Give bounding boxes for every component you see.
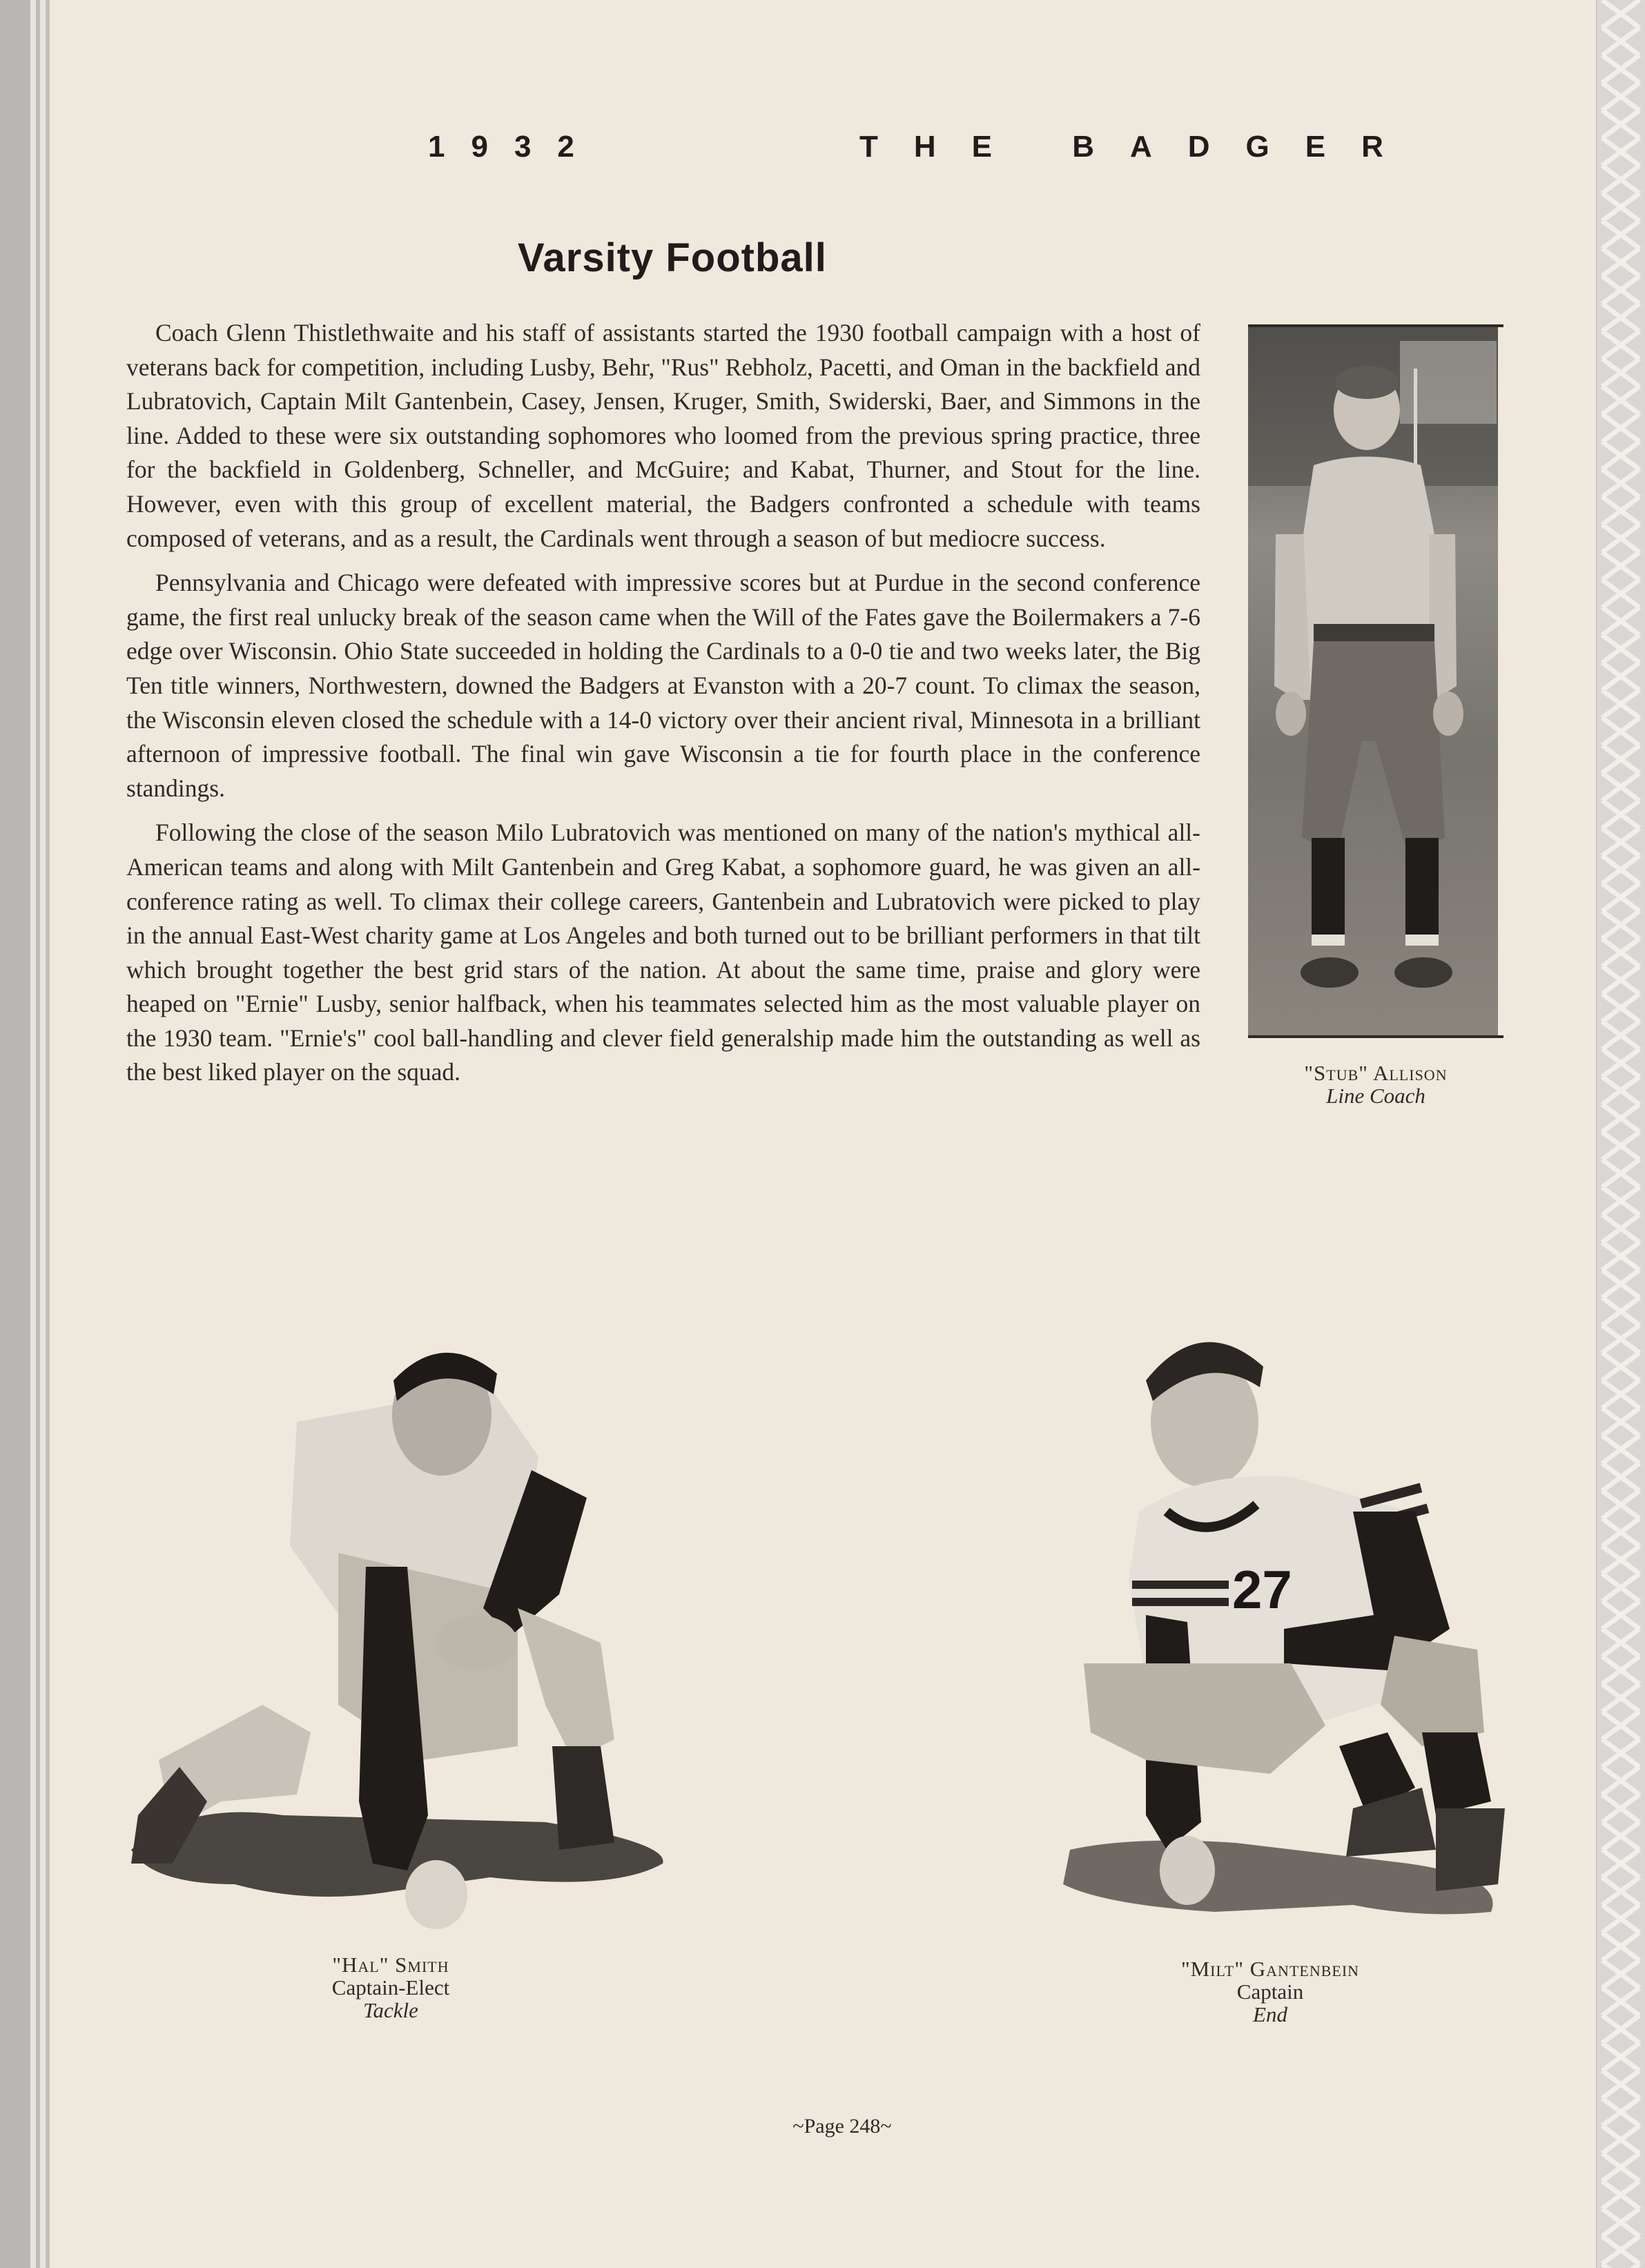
coach-photo [1248, 324, 1503, 1038]
zigzag-segment [1602, 1933, 1639, 1960]
gantenbein-photo-image [1063, 1304, 1505, 1946]
zigzag-segment [1602, 1298, 1639, 1325]
zigzag-segment [1602, 1463, 1639, 1491]
zigzag-segment [1602, 2153, 1639, 2181]
zigzag-segment [1602, 1436, 1639, 1463]
gantenbein-name: "Milt" Gantenbein [1180, 1957, 1360, 1981]
zigzag-segment [1602, 1767, 1639, 1795]
zigzag-segment [1602, 2043, 1639, 2071]
zigzag-segment [1602, 442, 1639, 469]
zigzag-segment [1602, 193, 1639, 221]
zigzag-segment [1602, 580, 1639, 607]
zigzag-segment [1602, 1353, 1639, 1380]
article-paragraph-1: Coach Glenn Thistlethwaite and his staff of assistants started the 1930 football campaign with a host of veterans back for competition, including Lusby, Behr, "Rus" Rebholz, Pacetti, and Oman in the backfield and Lubratovich, Captain Milt Gantenbein, Casey, Jensen, Kruger, Smith, Swiderski, Baer, and Simmons in the line. Added to these were six outstanding sophomores who loomed from the previous spring practice, three for the backfield in Goldenberg, Schneller, and McGuire; and Kabat, Thurner, and Stout for the line. However, even with this group of excellent material, the Badgers confronted a schedule with teams composed of veterans, and as a result, the Cardinals went through a season of but mediocre success. [126, 319, 1200, 552]
zigzag-segment [1602, 1712, 1639, 1739]
zigzag-segment [1602, 166, 1639, 193]
zigzag-segment [1602, 2071, 1639, 2098]
zigzag-segment [1602, 745, 1639, 773]
zigzag-segment [1602, 1049, 1639, 1077]
zigzag-segment [1602, 414, 1639, 442]
gantenbein-title: Captain [1236, 1979, 1304, 2004]
zigzag-segment [1602, 939, 1639, 966]
zigzag-segment [1602, 1325, 1639, 1353]
smith-photo-image [131, 1318, 670, 1946]
gantenbein-jersey-number: 27 [1232, 1559, 1292, 1620]
zigzag-segment [1602, 304, 1639, 331]
zigzag-segment [1602, 276, 1639, 304]
zigzag-segment [1602, 1739, 1639, 1767]
zigzag-segment [1602, 773, 1639, 801]
zigzag-segment [1602, 552, 1639, 580]
zigzag-segment [1602, 138, 1639, 166]
zigzag-segment [1602, 83, 1639, 110]
zigzag-segment [1602, 635, 1639, 663]
zigzag-segment [1602, 856, 1639, 883]
zigzag-segment [1602, 359, 1639, 387]
smith-position: Tackle [363, 1998, 418, 2022]
article-title: Varsity Football [518, 235, 827, 280]
zigzag-segment [1602, 0, 1639, 28]
zigzag-segment [1602, 1988, 1639, 2015]
zigzag-segment [1602, 2181, 1639, 2209]
zigzag-segment [1602, 248, 1639, 276]
gantenbein-caption [1132, 1957, 1408, 2026]
zigzag-segment [1602, 497, 1639, 525]
smith-photo [131, 1318, 670, 1946]
zigzag-segment [1602, 1104, 1639, 1132]
zigzag-segment [1602, 1601, 1639, 1629]
zigzag-segment [1602, 1960, 1639, 1988]
zigzag-segment [1602, 28, 1639, 55]
gantenbein-photo [1063, 1304, 1505, 1946]
smith-caption [266, 1953, 515, 2022]
zigzag-segment [1602, 1574, 1639, 1601]
smith-title: Captain-Elect [331, 1975, 450, 2000]
page-number: ~Page 248~ [792, 2115, 892, 2138]
zigzag-segment [1602, 1822, 1639, 1850]
zigzag-segment [1602, 2098, 1639, 2126]
zigzag-segment [1602, 828, 1639, 856]
left-binding-stripe [0, 0, 64, 2268]
zigzag-segment [1602, 911, 1639, 939]
zigzag-segment [1602, 55, 1639, 83]
header-publication: THE BADGER [859, 130, 1419, 164]
zigzag-segment [1602, 1795, 1639, 1822]
zigzag-segment [1602, 2264, 1639, 2268]
zigzag-segment [1602, 1518, 1639, 1546]
zigzag-segment [1602, 1905, 1639, 1933]
zigzag-segment [1602, 801, 1639, 828]
zigzag-segment [1602, 1408, 1639, 1436]
coach-name: "Stub" Allison [1304, 1061, 1448, 1085]
zigzag-segment [1602, 1021, 1639, 1049]
smith-name: "Hal" Smith [332, 1953, 449, 1977]
zigzag-segment [1602, 221, 1639, 248]
article-body [126, 316, 1200, 1100]
zigzag-segment [1602, 1546, 1639, 1574]
coach-caption [1248, 1062, 1503, 1107]
running-head [428, 130, 1512, 164]
zigzag-segment [1602, 469, 1639, 497]
zigzag-segment [1602, 2236, 1639, 2264]
coach-photo-image [1248, 327, 1498, 1035]
zigzag-segment [1602, 1077, 1639, 1104]
zigzag-segment [1602, 1160, 1639, 1187]
zigzag-segment [1602, 1270, 1639, 1298]
zigzag-segment [1602, 1491, 1639, 1518]
article-paragraph-2: Pennsylvania and Chicago were defeated with impressive scores but at Purdue in the second conference game, the first real unlucky break of the season came when the Will of the Fates gave the Boilermakers a 7-6 edge over Wisconsin. Ohio State succeeded in holding the Cardinals to a 0-0 tie and two weeks later, the Big Ten title winners, Northwestern, downed the Badgers at Evanston with a 20-7 count. To climax the season, the Wisconsin eleven closed the schedule with a 14-0 victory over their ancient rival, Minnesota in a brilliant afternoon of impressive football. The final win gave Wisconsin a tie for fourth place in the conference standings. [126, 569, 1200, 802]
zigzag-segment [1602, 331, 1639, 359]
zigzag-segment [1602, 690, 1639, 718]
zigzag-segment [1602, 525, 1639, 552]
zigzag-segment [1602, 2209, 1639, 2236]
zigzag-pattern [1597, 0, 1645, 2268]
zigzag-segment [1602, 663, 1639, 690]
zigzag-segment [1602, 994, 1639, 1021]
zigzag-segment [1602, 1215, 1639, 1242]
zigzag-segment [1602, 2015, 1639, 2043]
zigzag-segment [1602, 1629, 1639, 1656]
zigzag-segment [1602, 1380, 1639, 1408]
zigzag-segment [1602, 718, 1639, 745]
zigzag-segment [1602, 1187, 1639, 1215]
zigzag-segment [1602, 1684, 1639, 1712]
zigzag-segment [1602, 1877, 1639, 1905]
zigzag-segment [1602, 1132, 1639, 1160]
zigzag-segment [1602, 966, 1639, 994]
coach-role: Line Coach [1326, 1084, 1425, 1108]
article-paragraph-3: Following the close of the season Milo Lubratovich was mentioned on many of the nation's mythical all-American teams and along with Milt Gantenbein and Greg Kabat, a sophomore guard, he was given an all-conference rating as well. To climax their college careers, Gantenbein and Lubratovich were picked to play in the annual East-West charity game at Los Angeles and both turned out to be brilliant performers in that tilt which brought together the best grid stars of the nation. At about the same time, praise and glory were heaped on "Ernie" Lusby, senior halfback, when his teammates selected him as the most valuable player on the 1930 team. "Ernie's" cool ball-handling and clever field generalship made him the outstanding as well as the best liked player on the squad. [126, 819, 1200, 1086]
zigzag-segment [1602, 607, 1639, 635]
zigzag-segment [1602, 1850, 1639, 1877]
zigzag-segment [1602, 2126, 1639, 2153]
gantenbein-position: End [1253, 2002, 1287, 2026]
zigzag-segment [1602, 110, 1639, 138]
zigzag-segment [1602, 1656, 1639, 1684]
zigzag-segment [1602, 883, 1639, 911]
header-year: 1932 [428, 130, 601, 164]
zigzag-segment [1602, 1242, 1639, 1270]
zigzag-segment [1602, 387, 1639, 414]
right-zigzag-border [1597, 0, 1645, 2268]
